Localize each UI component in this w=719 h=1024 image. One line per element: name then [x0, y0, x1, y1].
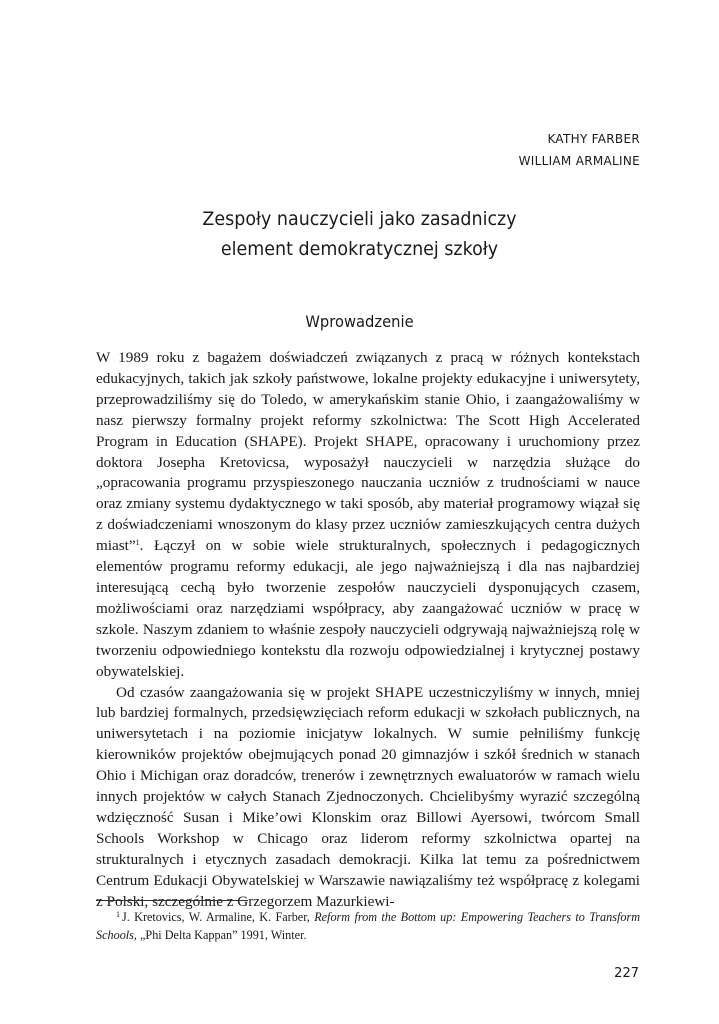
- footnote-work-title: Reform from the Bottom up: Empowering Teachers to Transform Schools: [96, 910, 640, 942]
- body-text: [96, 348, 640, 912]
- section-heading: Wprowadzenie: [305, 312, 414, 331]
- paragraph: Od czasów zaangażowania się w projekt SHAPE uczestniczyliśmy w innych, mniej lub bardziej formalnych, przedsięwzięciach reform edukacji w szkołach publicznych, na uniwersytetach i na poziomie inicjatyw lokalnych. W sumie pełniliśmy funkcję kierowników projektów obejmujących ponad 20 gimnazjów i szkół średnich w stanach Ohio i Michigan oraz doradców, trenerów i zewnętrznych ewaluatorów w ramach wielu innych projektów w całych Stanach Zjednoczonych. Chcielibyśmy wyrazić szczególną wdzięczność Susan i Mike’owi Klonskim oraz Billowi Ayersowi, twórcom Small Schools Workshop w Chicago oraz liderom reformy szkolnictwa opartej na strukturalnych i etycznych zasadach demokracji. Kilka lat temu za pośrednictwem Centrum Edukacji Obywatelskiej w Warszawie nawiązaliśmy też współpracę z kolegami z Polski, szczególnie z Grzegorzem Mazurkiewi-: [96, 683, 640, 910]
- chapter-title-line: Zespoły nauczycieli jako zasadniczy: [202, 208, 517, 230]
- footnote: [96, 906, 640, 944]
- footnote-reference: 1: [135, 538, 140, 548]
- footnote-divider: [96, 900, 248, 901]
- chapter-title: [29, 204, 690, 264]
- page-number: 227: [614, 966, 639, 981]
- paragraph-text: W 1989 roku z bagażem doświadczeń związanych z pracą w różnych kontekstach edukacyjnych, takich jak szkoły państwowe, lokalne projekty edukacyjne i uniwersytety, przeprowadziliśmy się do Toledo, w amerykańskim stanie Ohio, i zaangażowaliśmy w nasz pierwszy formalny projekt reformy szkolnictwa: The Scott High Accelerated Program in Education (SHAPE). Projekt SHAPE, opracowany i uruchomiony przez doktora Josepha Kretovicsa, wyposażył nauczycieli w narzędzia służące do „opracowania programu przyspieszonego nauczania uczniów z trudnościami w nauce oraz zmiany systemu dydaktycznego w taki sposób, aby materiał programowy wiązał się z doświadczeniami wnoszonym do klasy przez uczniów zamieszkujących centra dużych miast”: [96, 349, 640, 555]
- paragraph-text: . Łączył on w sobie wiele strukturalnych, społecznych i pedagogicznych elementów programu reformy edukacji, ale jego najważniejszą i dla nas najbardziej interesującą cechą było tworzenie zespołów nauczycieli dysponujących czasem, możliwościami oraz narzędziami współpracy, aby zaangażować uczniów w pracę w szkole. Naszym zdaniem to właśnie zespoły nauczycieli odgrywają najważniejszą rolę w tworzeniu odpowiedniego kontekstu dla rozwoju odpowiedzialnej i krytycznej postawy obywatelskiej.: [96, 537, 640, 680]
- footnote-rest: , „Phi Delta Kappan” 1991, Winter.: [133, 928, 307, 942]
- author-name: KATHY FARBER: [547, 132, 640, 146]
- footnote-number: 1: [116, 910, 120, 919]
- footnote-authors: J. Kretovics, W. Armaline, K. Farber,: [122, 910, 315, 924]
- author-name: WILLIAM ARMALINE: [518, 154, 640, 168]
- paragraph: [96, 348, 640, 683]
- chapter-title-line: element demokratycznej szkoły: [220, 238, 499, 260]
- authors-block: [519, 128, 640, 172]
